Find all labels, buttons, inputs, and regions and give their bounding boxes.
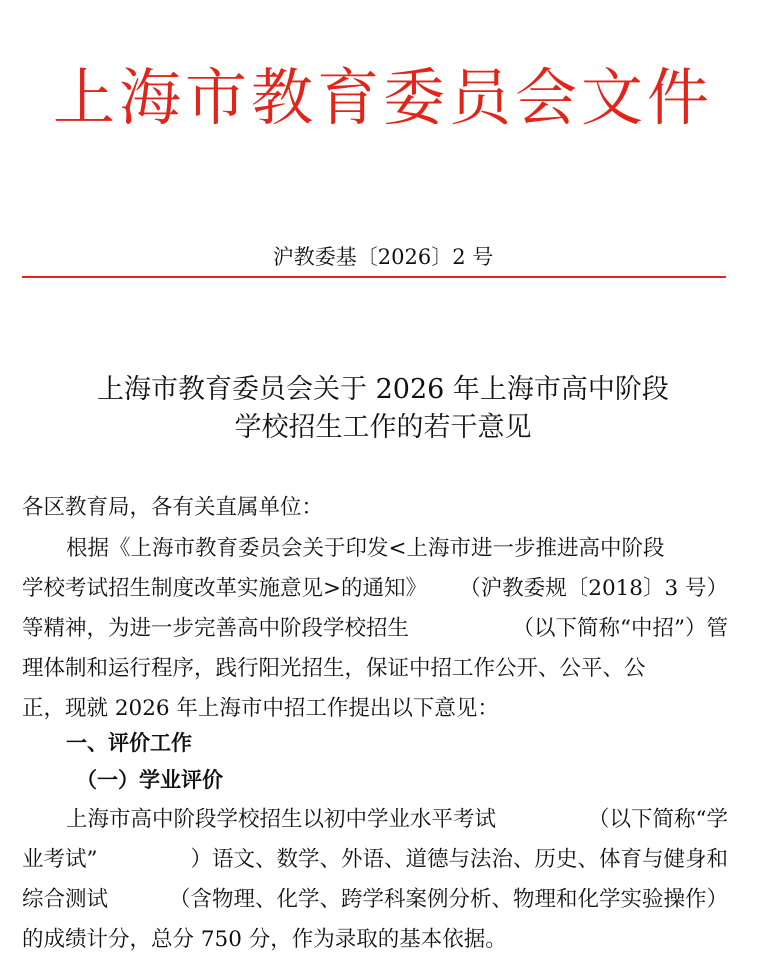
- paragraph-1-line-3-note: （以下简称“中招”）管: [512, 616, 728, 641]
- issuer-title: 上海市教育委员会文件: [52, 61, 713, 134]
- paragraph-2-line-1: [66, 805, 728, 835]
- paragraph-1-line-2: [22, 574, 728, 604]
- paragraph-2-line-3: [22, 885, 728, 915]
- paragraph-1-line-2-text: 学校考试招生制度改革实施意见>的通知》: [22, 576, 428, 601]
- red-divider-line: [22, 276, 726, 278]
- paragraph-2-line-2: [22, 845, 728, 875]
- document-number: 沪教委基〔2026〕2 号: [272, 245, 494, 269]
- paragraph-2-line-3-text: 综合测试: [22, 887, 109, 912]
- subsection-1-heading: （一）学业评价: [76, 768, 223, 792]
- document-title-line-1: 上海市教育委员会关于 2026 年上海市高中阶段: [97, 374, 669, 405]
- paragraph-1-line-1: 根据《上海市教育委员会关于印发<上海市进一步推进高中阶段: [66, 536, 665, 561]
- paragraph-2-line-3-subjects: （含物理、化学、跨学科案例分析、物理和化学实验操作）: [168, 887, 728, 912]
- salutation: 各区教育局，各有关直属单位：: [22, 495, 324, 520]
- paragraph-1-line-5: 正，现就 2026 年上海市中招工作提出以下意见：: [22, 696, 499, 721]
- document-title-line-2: 学校招生工作的若干意见: [234, 412, 532, 443]
- paragraph-2-line-2-subjects: ）语文、数学、外语、道德与法治、历史、体育与健身和: [190, 847, 728, 872]
- paragraph-2-line-1-text: 上海市高中阶段学校招生以初中学业水平考试: [66, 807, 497, 832]
- paragraph-2-line-4: 的成绩计分，总分 750 分，作为录取的基本依据。: [22, 927, 507, 952]
- paragraph-1-line-4: 理体制和运行程序，践行阳光招生，保证中招工作公开、公平、公: [22, 656, 646, 681]
- paragraph-2-line-1-note: （以下简称“学: [588, 807, 728, 832]
- paragraph-2-line-2-text: 业考试”: [22, 847, 98, 872]
- paragraph-1-line-3-text: 等精神，为进一步完善高中阶段学校招生: [22, 616, 410, 641]
- section-1-heading: 一、评价工作: [66, 731, 192, 755]
- paragraph-1-line-2-reference: （沪教委规〔2018〕3 号）: [459, 576, 728, 601]
- paragraph-1-line-3: [22, 614, 728, 644]
